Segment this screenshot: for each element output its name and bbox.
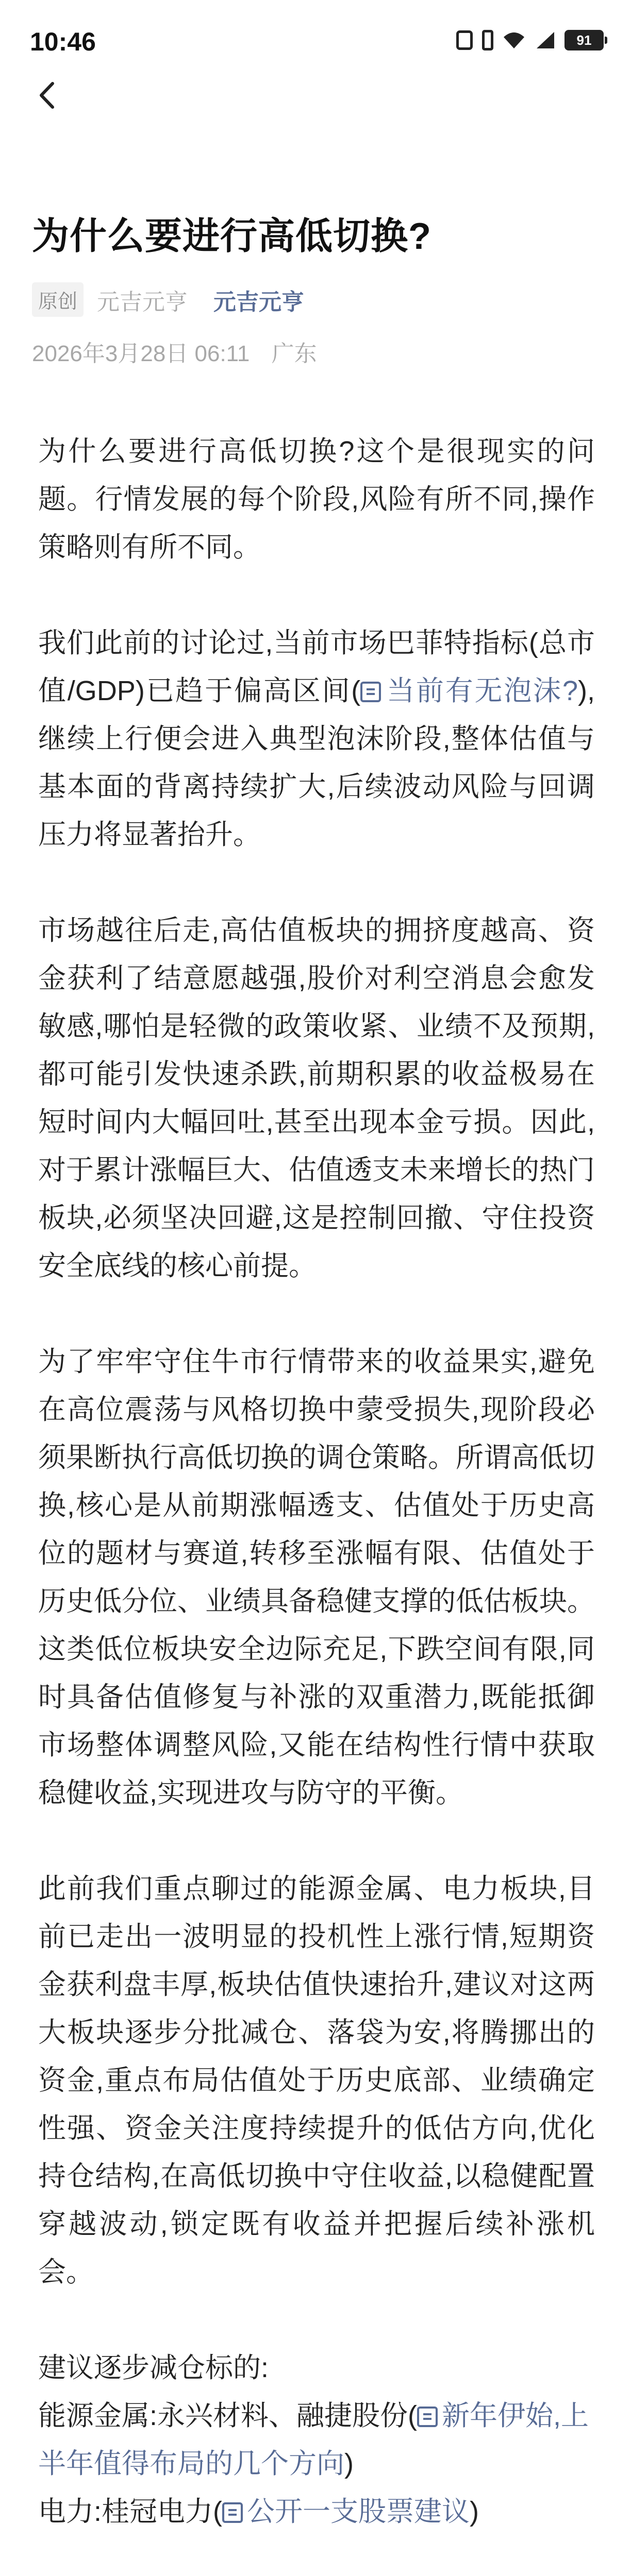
paragraph-2-text-end: ),继续上行便会进入典型泡沫阶段,整体估值与基本面的背离持续扩大,后续波动风险与回调压力将显著抬升。 <box>38 675 595 850</box>
suggestion-energy-suffix: ) <box>344 2448 354 2479</box>
suggestion-power-text: 电力:桂冠电力( <box>38 2496 222 2527</box>
power-article-link[interactable] <box>222 2496 470 2527</box>
suggestion-block <box>38 2344 595 2536</box>
suggestion-energy <box>38 2392 595 2488</box>
bubble-article-link[interactable] <box>360 675 578 706</box>
suggestion-power-suffix: ) <box>470 2496 479 2527</box>
author-name: 元吉元亨 <box>97 289 188 315</box>
battery-level: 91 <box>564 30 604 50</box>
paragraph-2 <box>38 619 595 859</box>
nfc-icon <box>456 30 473 50</box>
energy-article-link-label: 新年伊始,上半年值得布局的几个方向 <box>38 2400 589 2479</box>
status-time: 10:46 <box>30 27 96 56</box>
article-title: 为什么要进行高低切换? <box>32 216 431 257</box>
suggestion-energy-text: 能源金属:永兴材料、融捷股份( <box>38 2400 417 2431</box>
article-meta <box>32 282 304 317</box>
wifi-icon <box>503 31 525 49</box>
signal-icon <box>535 31 555 49</box>
battery-icon <box>564 30 607 50</box>
article-link-icon <box>360 682 381 702</box>
paragraph-1: 为什么要进行高低切换?这个是很现实的问题。行情发展的每个阶段,风险有所不同,操作策略则有所不同。 <box>38 436 595 563</box>
original-badge: 原创 <box>32 282 84 317</box>
paragraph-2-text: 我们此前的讨论过,当前市场巴菲特指标(总市值/GDP)已趋于偏高区间( <box>38 628 595 706</box>
publish-date: 2026年3月28日 06:11 <box>32 341 250 366</box>
article-link-icon <box>417 2406 438 2427</box>
article-body <box>38 428 595 2536</box>
nav-bar <box>0 57 631 134</box>
paragraph-3: 市场越往后走,高估值板块的拥挤度越高、资金获利了结意愿越强,股价对利空消息会愈发敏感,哪怕是轻微的政策收紧、业绩不及预期,都可能引发快速杀跌,前期积累的收益极易在短时间内大幅回吐,甚至出现本金亏损。因此,对于累计涨幅巨大、估值透支未来增长的热门板块,必须坚决回避,这是控制回撤、守住投资安全底线的核心前提。 <box>38 915 595 1281</box>
publish-info <box>32 335 317 368</box>
status-icons <box>456 30 607 50</box>
paragraph-4: 为了牢牢守住牛市行情带来的收益果实,避免在高位震荡与风格切换中蒙受损失,现阶段必须果断执行高低切换的调仓策略。所谓高低切换,核心是从前期涨幅透支、估值处于历史高位的题材与赛道,转移至涨幅有限、估值处于历史低分位、业绩具备稳健支撑的低估板块。这类低位板块安全边际充足,下跌空间有限,同时具备估值修复与补涨的双重潜力,既能抵御市场整体调整风险,又能在结构性行情中获取稳健收益,实现进攻与防守的平衡。 <box>38 1346 595 1808</box>
article-link-icon <box>222 2502 243 2523</box>
paragraph-5: 此前我们重点聊过的能源金属、电力板块,目前已走出一波明显的投机性上涨行情,短期资金获利盘丰厚,板块估值快速抬升,建议对这两大板块逐步分批减仓、落袋为安,将腾挪出的资金,重点布局估值处于历史底部、业绩确定性强、资金关注度持续提升的低估方向,优化持仓结构,在高低切换中守住收益,以稳健配置穿越波动,锁定既有收益并把握后续补涨机会。 <box>38 1873 595 2287</box>
account-link[interactable]: 元吉元亨 <box>213 289 305 315</box>
suggestion-power <box>38 2488 595 2536</box>
bubble-article-link-label: 当前有无泡沫? <box>385 675 578 706</box>
power-article-link-label: 公开一支股票建议 <box>247 2496 470 2527</box>
vibrate-icon <box>482 30 493 50</box>
suggestion-title: 建议逐步减仓标的: <box>38 2352 269 2383</box>
status-bar <box>0 0 631 56</box>
publish-location: 广东 <box>271 341 317 366</box>
back-icon[interactable] <box>30 77 66 113</box>
